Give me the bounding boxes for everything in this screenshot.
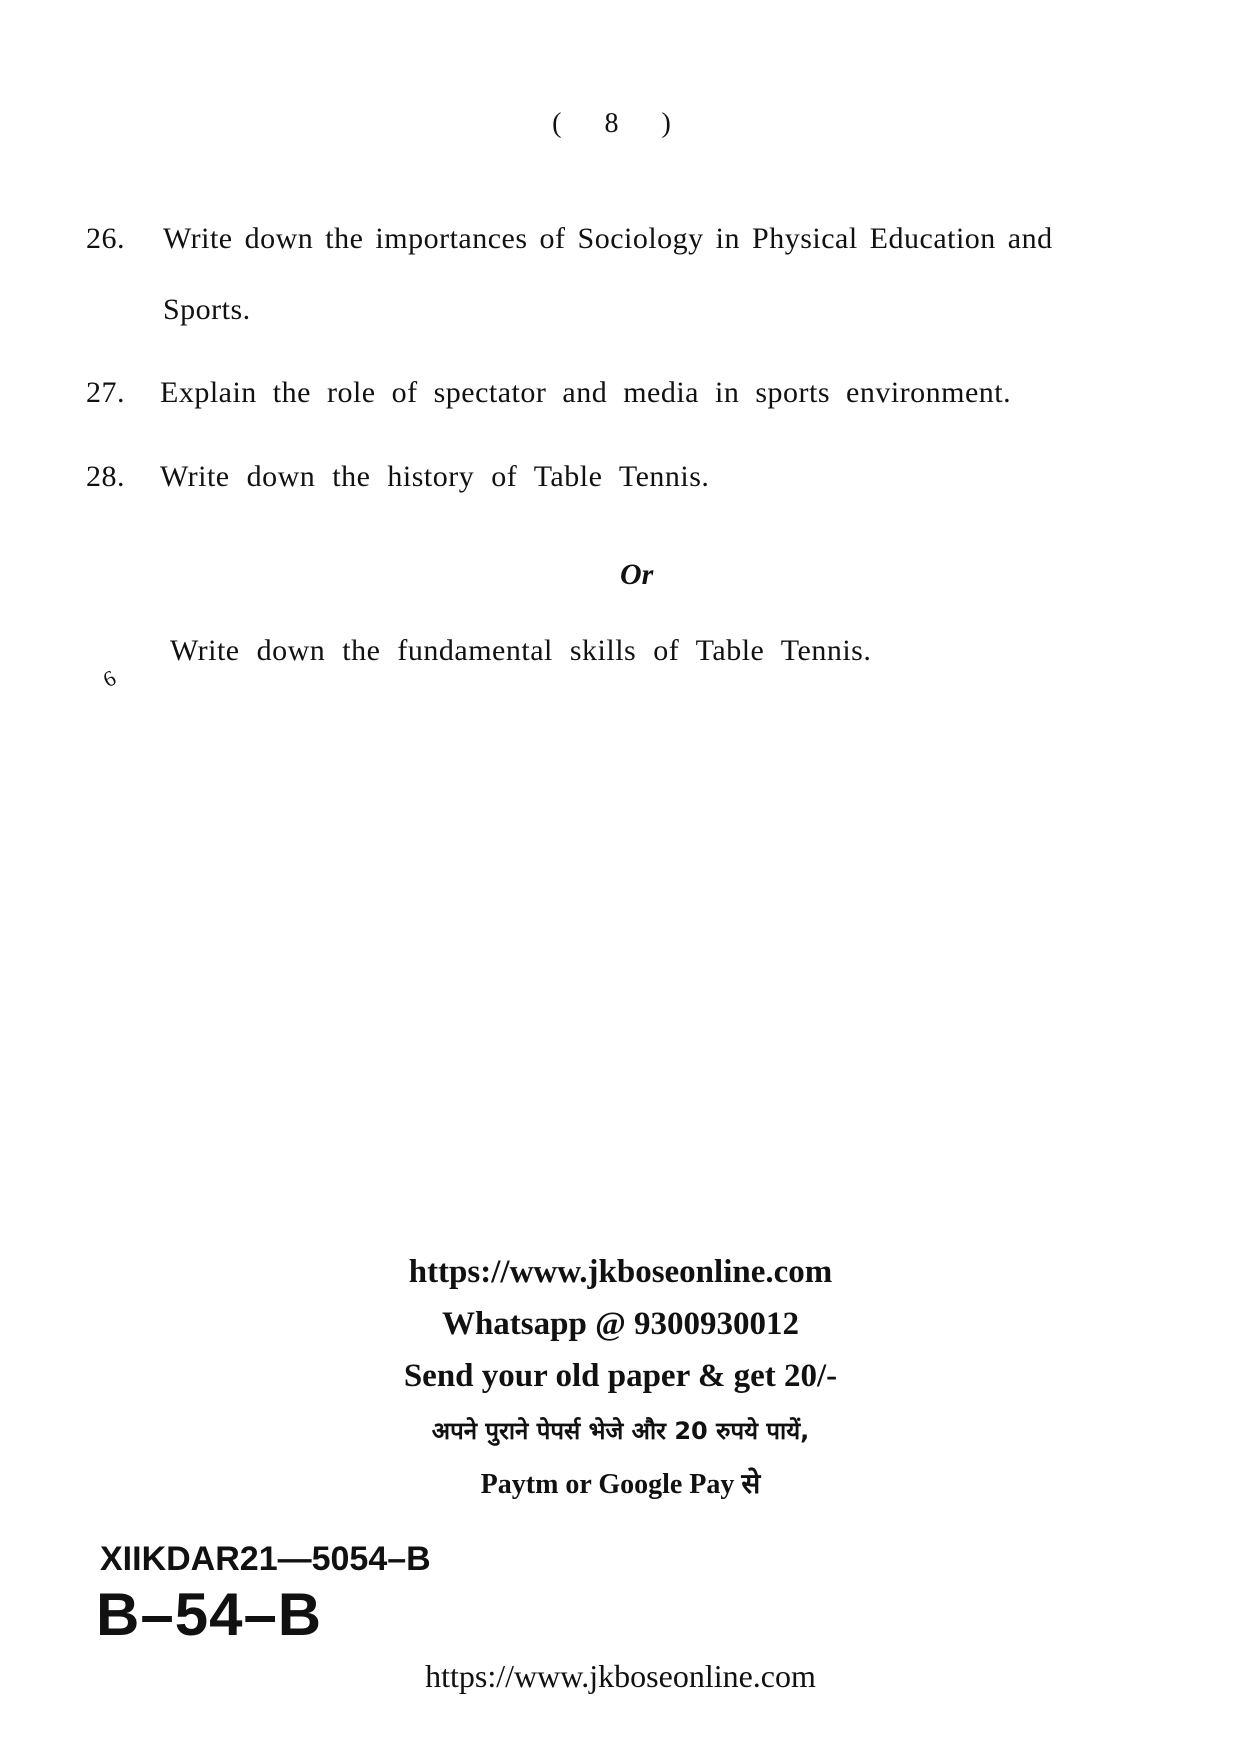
- booklet-code: B–54–B: [96, 1581, 323, 1648]
- question-26-number: 26.: [86, 222, 125, 255]
- question-26-text-line2: Sports.: [163, 293, 251, 326]
- question-27-text: Explain the role of spectator and media in sports environment.: [160, 376, 1012, 409]
- page-number: ( 8 ): [552, 108, 689, 139]
- question-27-number: 27.: [86, 376, 125, 409]
- paper-code: XIIKDAR21—5054–B: [100, 1540, 431, 1578]
- or-label: Or: [620, 558, 654, 591]
- promo-hindi-offer: अपने पुराने पेपर्स भेजे और 20 रुपये पायें,: [431, 1417, 810, 1445]
- question-28-text: Write down the history of Table Tennis.: [160, 460, 710, 493]
- question-26-text-line1: Write down the importances of Sociology in Physical Education and: [163, 222, 1053, 255]
- footer-url: https://www.jkboseonline.com: [425, 1658, 816, 1694]
- margin-mark: 6: [99, 664, 120, 693]
- promo-url: https://www.jkboseonline.com: [408, 1254, 833, 1290]
- promo-payment: Paytm or Google Pay से: [480, 1469, 761, 1500]
- question-28-number: 28.: [86, 460, 125, 493]
- promo-offer: Send your old paper & get 20/-: [403, 1358, 838, 1394]
- alternative-question-text: Write down the fundamental skills of Table Tennis.: [170, 634, 872, 667]
- promo-whatsapp: Whatsapp @ 9300930012: [441, 1306, 800, 1342]
